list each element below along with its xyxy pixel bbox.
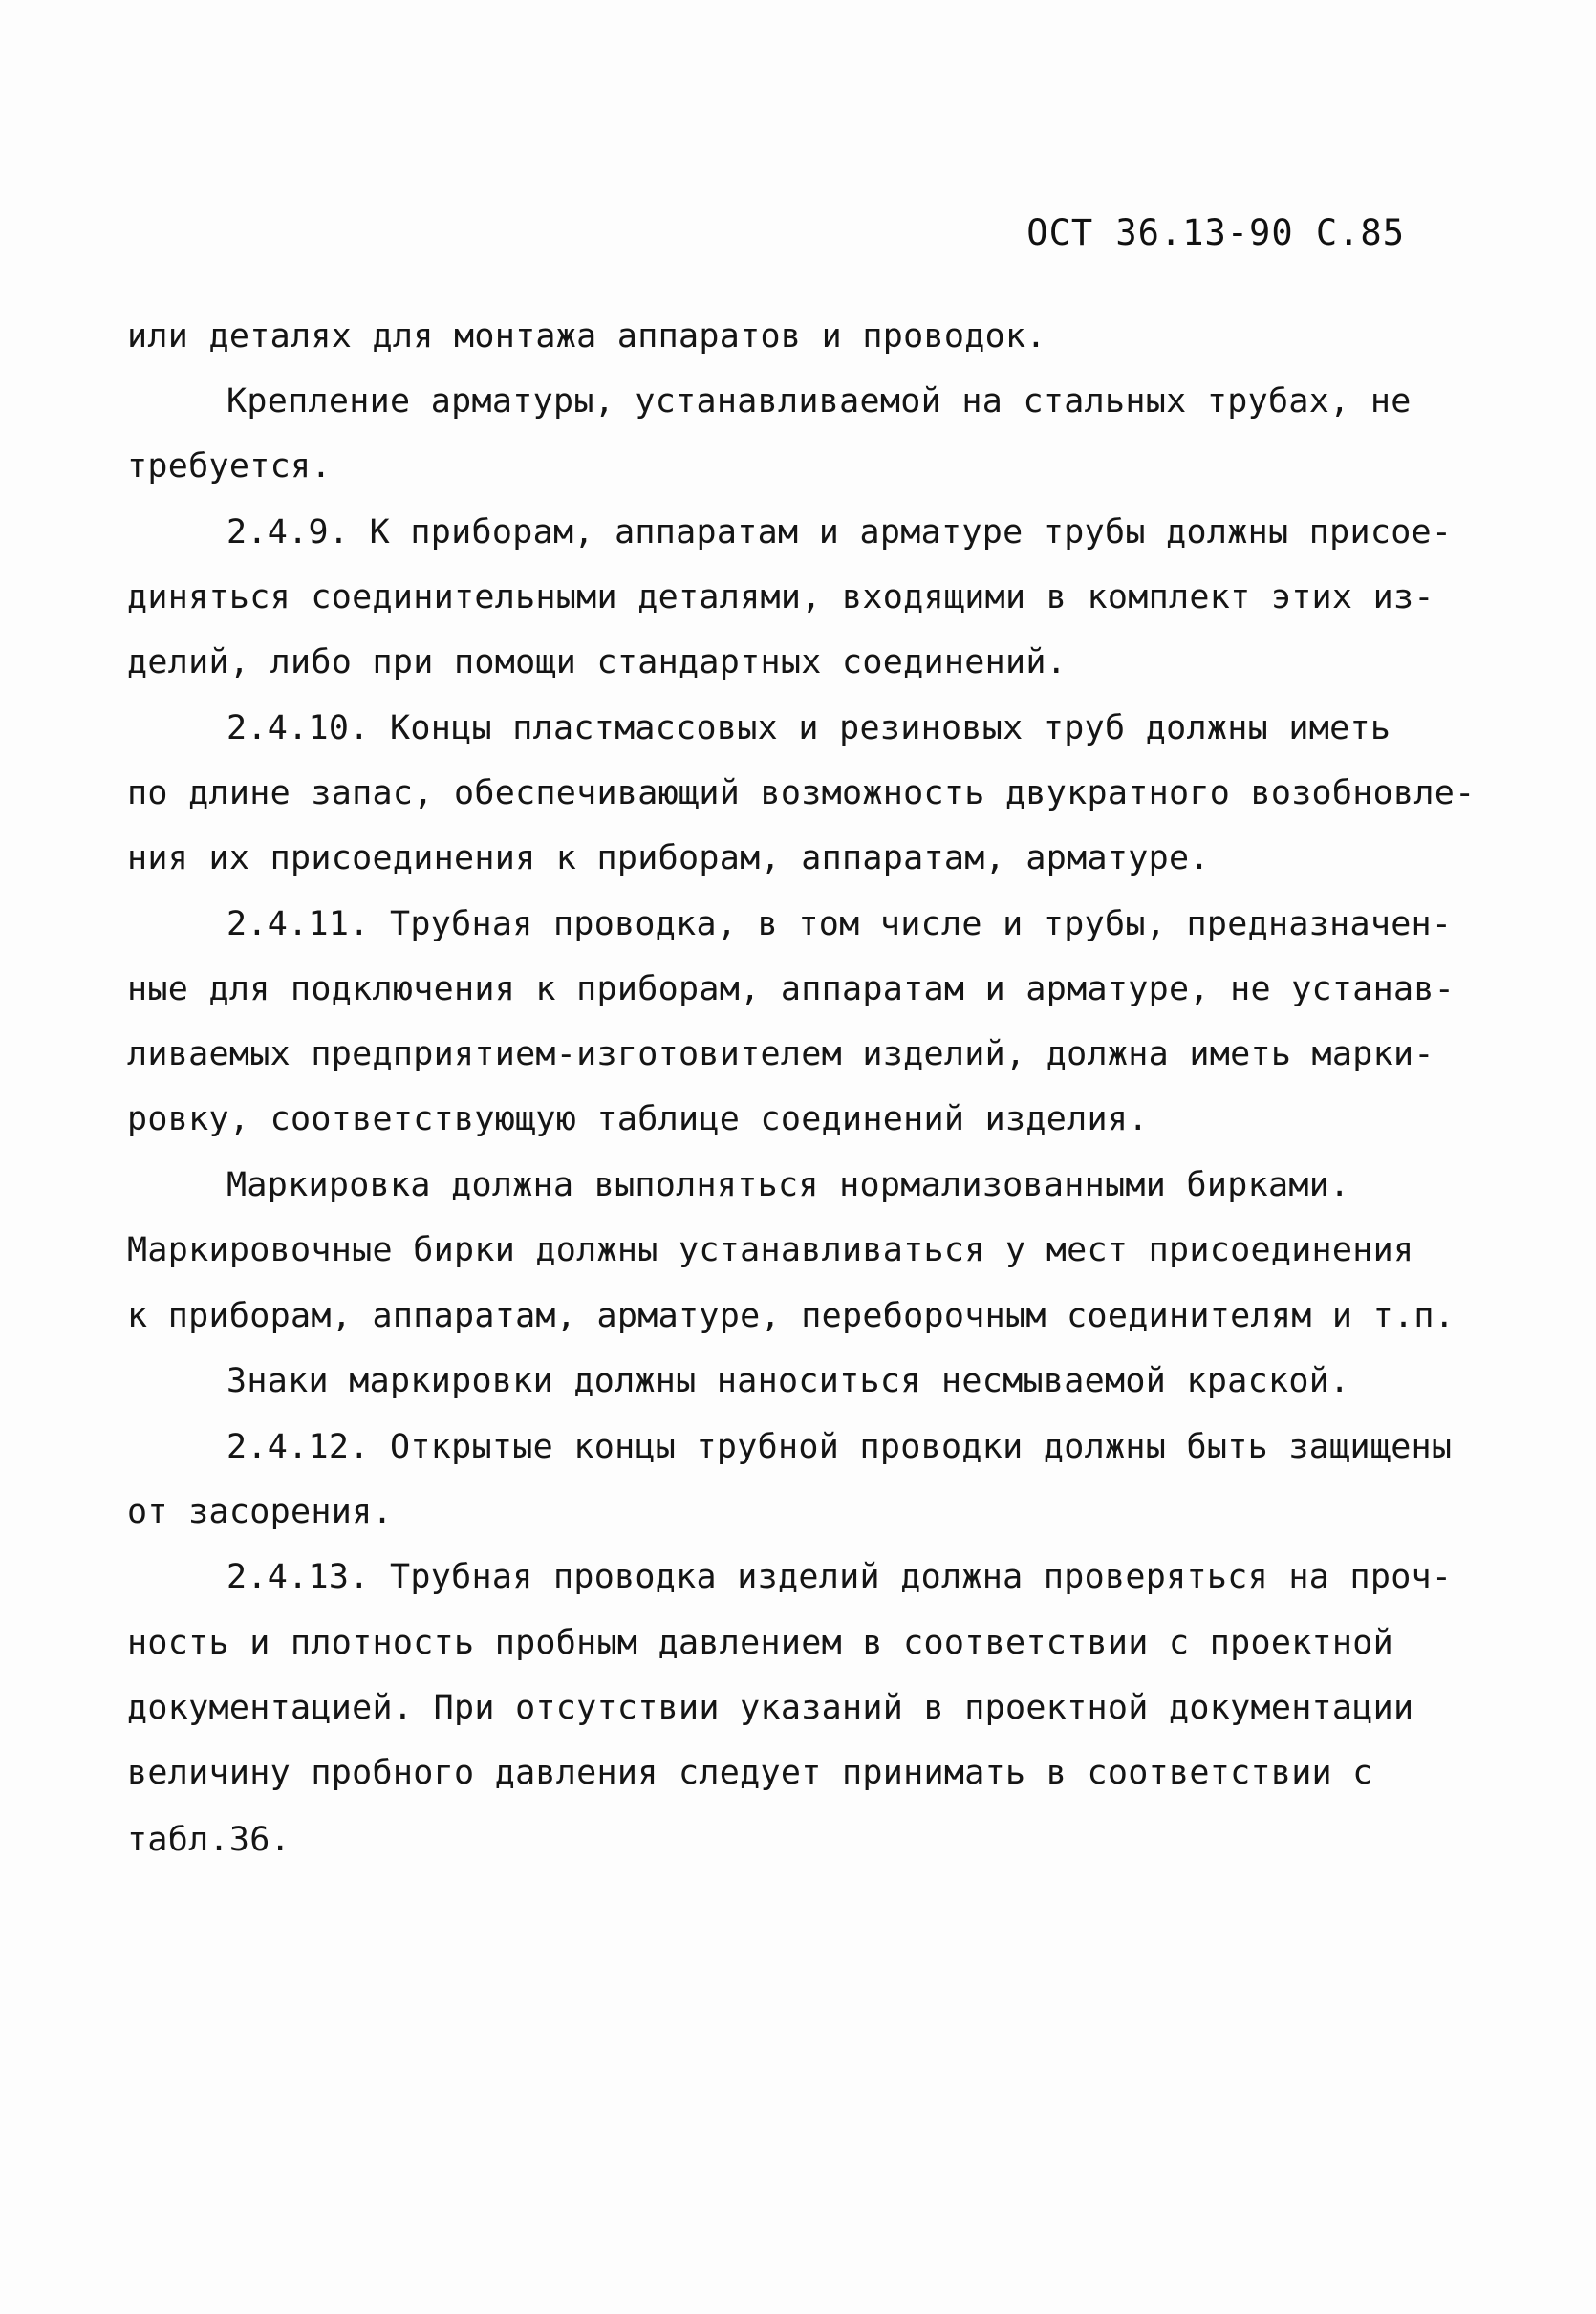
- text-line: ровку, соответствующую таблице соединений изделия.: [127, 1100, 1149, 1138]
- text-line: 2.4.11. Трубная проводка, в том числе и трубы, предназначен-: [226, 905, 1453, 943]
- text-line: ные для подключения к приборам, аппаратам и арматуре, не устанав-: [127, 970, 1456, 1008]
- text-line: 2.4.13. Трубная проводка изделий должна проверяться на проч-: [226, 1558, 1453, 1596]
- text-line: величину пробного давления следует принимать в соответствии с: [127, 1754, 1373, 1792]
- text-line: ность и плотность пробным давлением в соответствии с проектной: [127, 1624, 1394, 1662]
- text-line: диняться соединительными деталями, входящими в комплект этих из-: [127, 578, 1434, 616]
- text-line: Знаки маркировки должны наноситься несмываемой краской.: [226, 1362, 1350, 1400]
- text-line: документацией. При отсутствии указаний в проектной документации: [127, 1689, 1414, 1727]
- text-line: 2.4.9. К приборам, аппаратам и арматуре трубы должны присое-: [226, 513, 1453, 551]
- text-line: Маркировочные бирки должны устанавливаться у мест присоединения: [127, 1231, 1414, 1269]
- page-header: ОСТ 36.13-90 С.85: [1026, 212, 1405, 253]
- text-line: к приборам, аппаратам, арматуре, переборочным соединителям и т.п.: [127, 1297, 1456, 1335]
- text-line: требуется.: [127, 447, 332, 486]
- text-line: 2.4.10. Концы пластмассовых и резиновых труб должны иметь: [226, 709, 1391, 747]
- text-line: Крепление арматуры, устанавливаемой на стальных трубах, не: [226, 382, 1412, 421]
- text-line: или деталях для монтажа аппаратов и проводок.: [127, 317, 1046, 356]
- text-line: табл.36.: [127, 1821, 291, 1859]
- text-line: ливаемых предприятием-изготовителем изделий, должна иметь марки-: [127, 1035, 1434, 1073]
- text-line: ния их присоединения к приборам, аппаратам, арматуре.: [127, 839, 1210, 877]
- text-line: от засорения.: [127, 1493, 393, 1531]
- text-line: Маркировка должна выполняться нормализованными бирками.: [226, 1166, 1350, 1204]
- text-line: по длине запас, обеспечивающий возможность двукратного возобновле-: [127, 774, 1476, 812]
- text-line: делий, либо при помощи стандартных соединений.: [127, 643, 1068, 681]
- text-line: 2.4.12. Открытые концы трубной проводки должны быть защищены: [226, 1428, 1453, 1466]
